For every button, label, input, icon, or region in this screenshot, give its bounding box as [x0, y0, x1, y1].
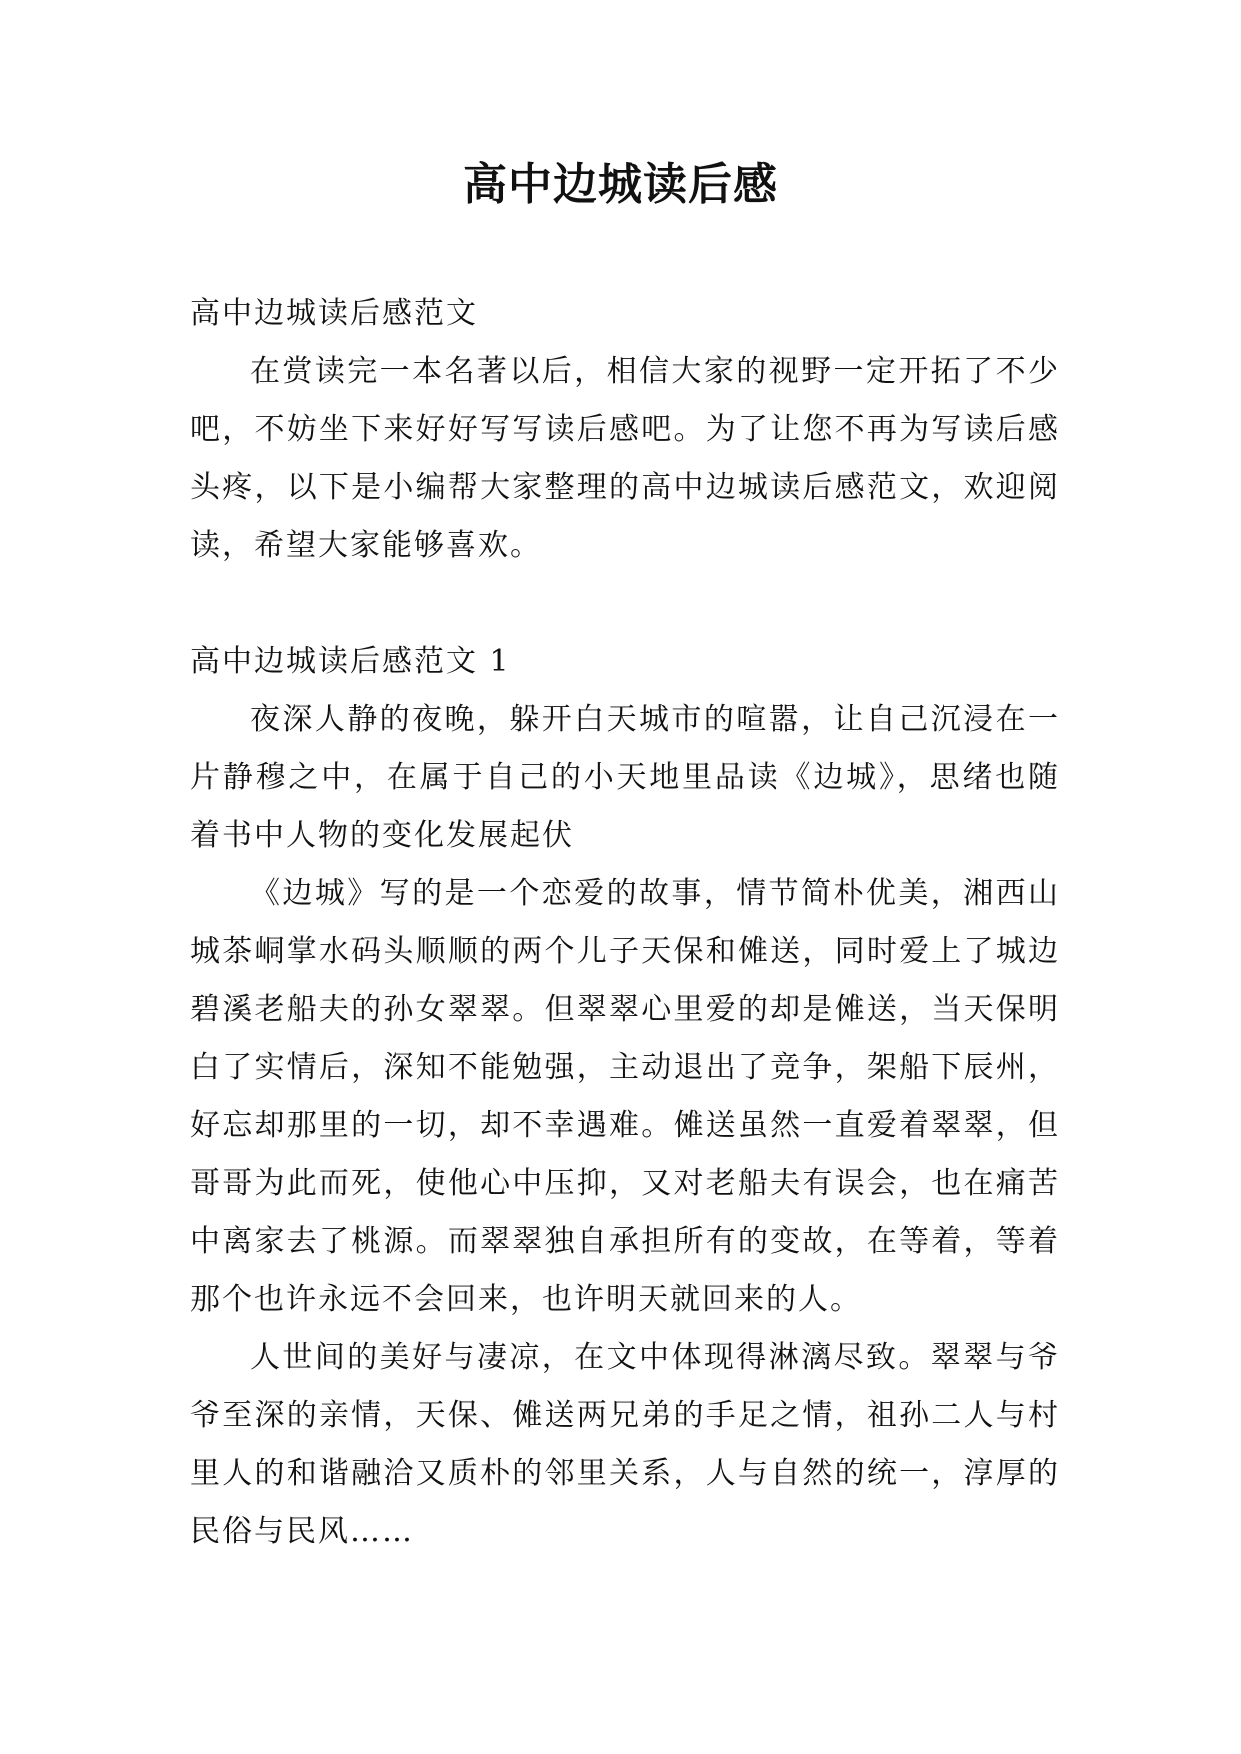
- section-spacer: [190, 575, 1060, 633]
- paragraph: 在赏读完一本名著以后，相信大家的视野一定开拓了不少吧，不妨坐下来好好写写读后感吧。为了让您不再为写读后感头疼，以下是小编帮大家整理的高中边城读后感范文，欢迎阅读，希望大家能够喜欢。: [190, 354, 1060, 563]
- paragraph: 《边城》写的是一个恋爱的故事，情节简朴优美，湘西山城茶峒掌水码头顺顺的两个儿子天保和傩送，同时爱上了城边碧溪老船夫的孙女翠翠。但翠翠心里爱的却是傩送，当天保明白了实情后，深知不能勉强，主动退出了竞争，架船下辰州，好忘却那里的一切，却不幸遇难。傩送虽然一直爱着翠翠，但哥哥为此而死，使他心中压抑，又对老船夫有误会，也在痛苦中离家去了桃源。而翠翠独自承担所有的变故，在等着，等着那个也许永远不会回来，也许明天就回来的人。: [190, 876, 1060, 1317]
- section-heading: 高中边城读后感范文 1: [190, 644, 511, 679]
- document-title: 高中边城读后感: [463, 159, 778, 210]
- paragraph: 夜深人静的夜晚，躲开白天城市的喧嚣，让自己沉浸在一片静穆之中，在属于自己的小天地里品读《边城》，思绪也随着书中人物的变化发展起伏: [190, 702, 1060, 853]
- paragraph: 人世间的美好与凄凉，在文中体现得淋漓尽致。翠翠与爷爷至深的亲情，天保、傩送两兄弟的手足之情，祖孙二人与村里人的和谐融洽又质朴的邻里关系，人与自然的统一，淳厚的民俗与民风……: [190, 1340, 1060, 1549]
- section-essay-1: [190, 633, 1060, 1561]
- section-heading: 高中边城读后感范文: [190, 296, 478, 331]
- document-body: [190, 285, 1060, 1561]
- section-intro: [190, 285, 1060, 575]
